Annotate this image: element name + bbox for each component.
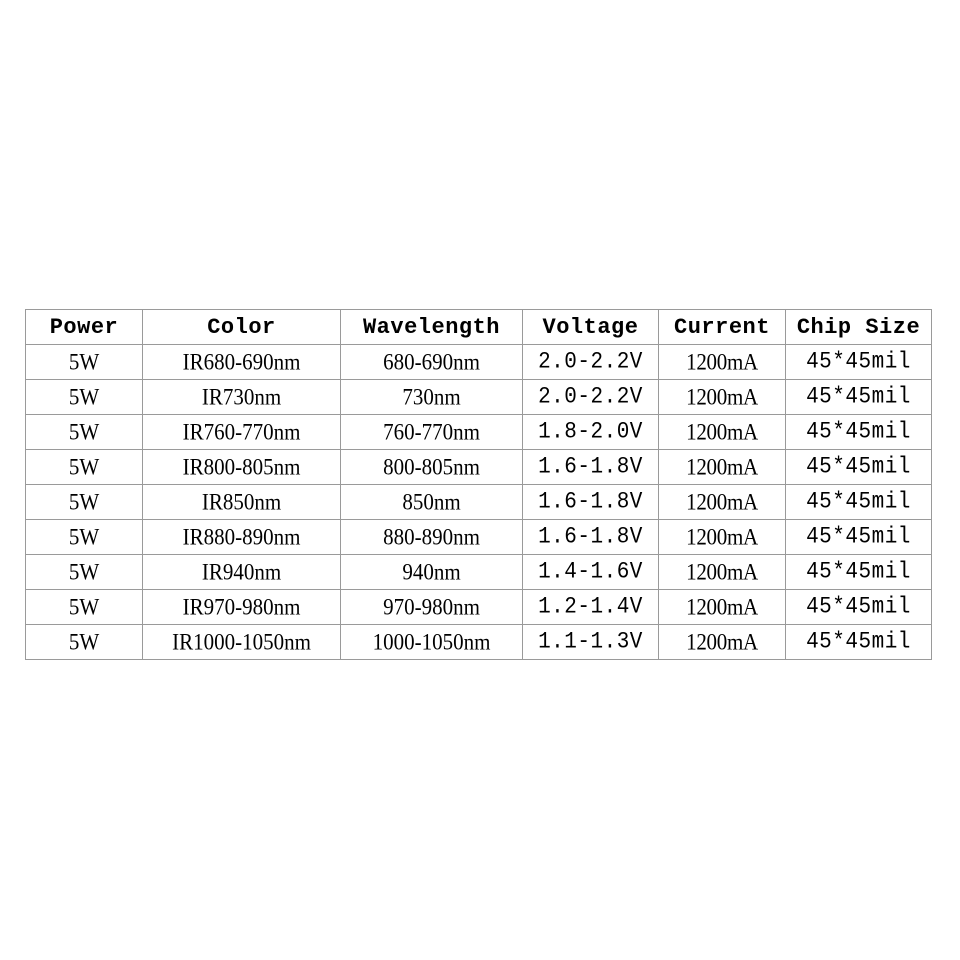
cell-current: 1200mA: [659, 448, 786, 486]
cell-chip-size: 45*45mil: [786, 343, 932, 381]
table-header-row: [26, 310, 932, 345]
cell-current: 1200mA: [659, 623, 786, 661]
cell-color: IR970-980nm: [143, 588, 341, 626]
cell-voltage: 1.6-1.8V: [523, 483, 659, 521]
table-row: [26, 380, 932, 415]
table-row: [26, 485, 932, 520]
cell-chip-size: 45*45mil: [786, 518, 932, 556]
cell-power: 5W: [26, 413, 143, 451]
cell-current: 1200mA: [659, 378, 786, 416]
header-power: Power: [26, 310, 143, 345]
cell-wavelength: 800-805nm: [341, 448, 523, 486]
cell-wavelength: 850nm: [341, 483, 523, 521]
cell-wavelength: 730nm: [341, 378, 523, 416]
cell-current: 1200mA: [659, 588, 786, 626]
header-voltage: Voltage: [523, 310, 659, 345]
cell-voltage: 1.4-1.6V: [523, 553, 659, 591]
cell-voltage: 1.6-1.8V: [523, 518, 659, 556]
cell-color: IR760-770nm: [143, 413, 341, 451]
cell-current: 1200mA: [659, 553, 786, 591]
table-row: [26, 590, 932, 625]
cell-chip-size: 45*45mil: [786, 623, 932, 661]
cell-power: 5W: [26, 448, 143, 486]
header-color: Color: [143, 310, 341, 345]
cell-power: 5W: [26, 623, 143, 661]
cell-chip-size: 45*45mil: [786, 448, 932, 486]
cell-voltage: 1.6-1.8V: [523, 448, 659, 486]
cell-chip-size: 45*45mil: [786, 413, 932, 451]
cell-power: 5W: [26, 483, 143, 521]
cell-color: IR680-690nm: [143, 343, 341, 381]
cell-wavelength: 1000-1050nm: [341, 623, 523, 661]
header-wavelength: Wavelength: [341, 310, 523, 345]
cell-chip-size: 45*45mil: [786, 378, 932, 416]
cell-chip-size: 45*45mil: [786, 553, 932, 591]
cell-power: 5W: [26, 518, 143, 556]
cell-color: IR800-805nm: [143, 448, 341, 486]
cell-voltage: 2.0-2.2V: [523, 343, 659, 381]
cell-wavelength: 680-690nm: [341, 343, 523, 381]
cell-color: IR1000-1050nm: [143, 623, 341, 661]
table-row: [26, 625, 932, 660]
table-row: [26, 345, 932, 380]
cell-voltage: 1.8-2.0V: [523, 413, 659, 451]
cell-color: IR940nm: [143, 553, 341, 591]
cell-power: 5W: [26, 343, 143, 381]
cell-color: IR880-890nm: [143, 518, 341, 556]
cell-wavelength: 940nm: [341, 553, 523, 591]
cell-color: IR850nm: [143, 483, 341, 521]
cell-chip-size: 45*45mil: [786, 588, 932, 626]
cell-current: 1200mA: [659, 413, 786, 451]
cell-current: 1200mA: [659, 518, 786, 556]
cell-current: 1200mA: [659, 483, 786, 521]
cell-voltage: 2.0-2.2V: [523, 378, 659, 416]
table-row: [26, 520, 932, 555]
table-row: [26, 555, 932, 590]
cell-power: 5W: [26, 588, 143, 626]
spec-table: [25, 309, 932, 660]
cell-wavelength: 880-890nm: [341, 518, 523, 556]
cell-color: IR730nm: [143, 378, 341, 416]
table-row: [26, 450, 932, 485]
cell-power: 5W: [26, 378, 143, 416]
cell-voltage: 1.1-1.3V: [523, 623, 659, 661]
cell-chip-size: 45*45mil: [786, 483, 932, 521]
table-row: [26, 415, 932, 450]
cell-wavelength: 760-770nm: [341, 413, 523, 451]
header-current: Current: [659, 310, 786, 345]
cell-voltage: 1.2-1.4V: [523, 588, 659, 626]
cell-current: 1200mA: [659, 343, 786, 381]
cell-power: 5W: [26, 553, 143, 591]
cell-wavelength: 970-980nm: [341, 588, 523, 626]
header-chip-size: Chip Size: [786, 310, 932, 345]
